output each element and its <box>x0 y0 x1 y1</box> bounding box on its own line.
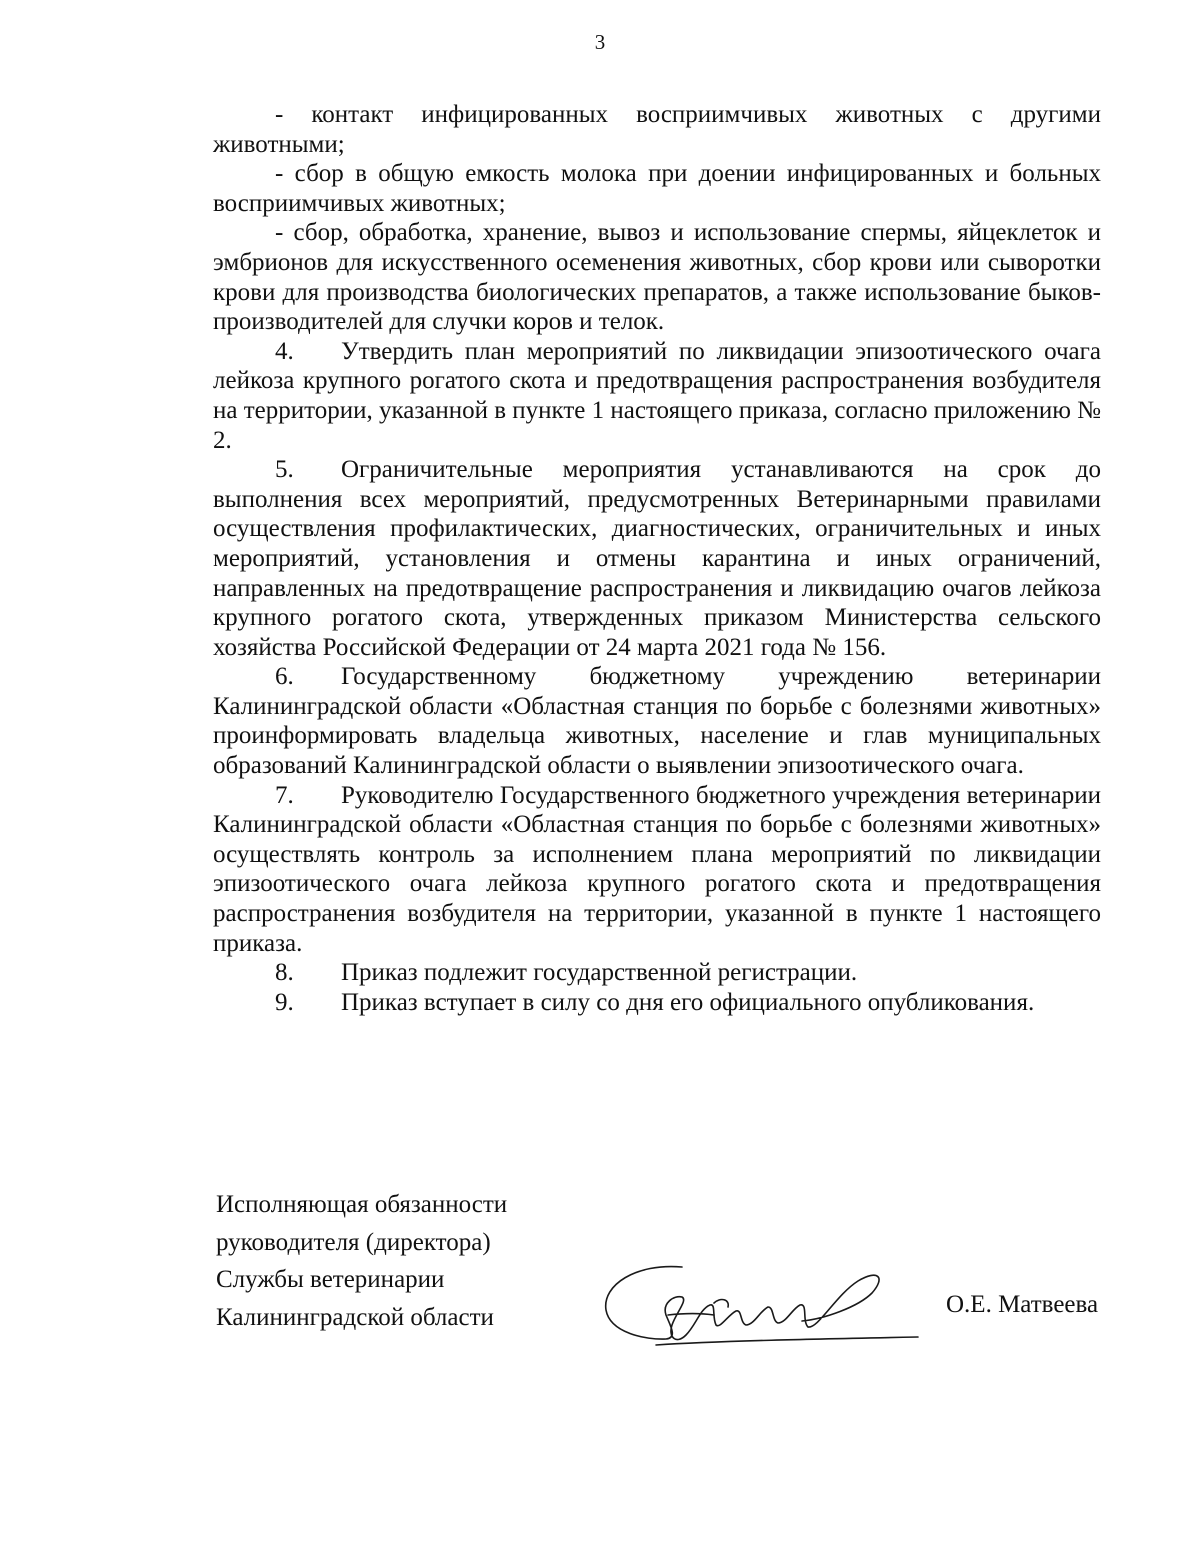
paragraph-number: 7. <box>275 781 294 809</box>
document-body <box>213 100 1101 1017</box>
paragraph-text: Государственному бюджетному учреждению ветеринарии Калининградской области «Областная станция по борьбе с болезнями животных» проинформировать владельца животных, население и глав муниципальных образований Калининградской области о выявлении эпизоотического очага. <box>213 663 1101 780</box>
paragraph-number: 4. <box>275 337 294 365</box>
signer-title-line: Службы ветеринарии <box>216 1266 445 1293</box>
signer-title-line: руководителя (директора) <box>216 1228 491 1256</box>
signer-title-line: Исполняющая обязанности <box>216 1191 508 1218</box>
paragraph-text: Руководителю Государственного бюджетного учреждения ветеринарии Калининградской области «Областная станция по борьбе с болезнями животных» осуществлять контроль за исполнением плана мероприятий по ликвидации эпизоотического очага лейкоза крупного рогатого скота и предотвращения распространения возбудителя на территории, указанной в пункте 1 настоящего приказа. <box>213 781 1101 957</box>
paragraph-text: Приказ подлежит государственной регистрации. <box>341 959 858 987</box>
paragraph-number: 8. <box>275 959 294 987</box>
list-item: - сбор в общую емкость молока при доении инфицированных и больных восприимчивых животных; <box>213 160 1101 217</box>
page-number: 3 <box>594 30 606 54</box>
numbered-paragraph-7 <box>213 781 1101 959</box>
numbered-paragraph-6 <box>213 662 1101 780</box>
paragraph-text: Приказ вступает в силу со дня его официального опубликования. <box>341 988 1035 1016</box>
handwritten-signature <box>596 1255 936 1365</box>
numbered-paragraph-4 <box>213 337 1101 455</box>
numbered-paragraph-8 <box>213 958 1101 988</box>
numbered-paragraph-5 <box>213 455 1101 662</box>
signer-title <box>216 1186 507 1336</box>
numbered-paragraph-9 <box>213 988 1101 1018</box>
paragraph-text: Ограничительные мероприятия устанавливаются на срок до выполнения всех мероприятий, предусмотренных Ветеринарными правилами осуществления профилактических, диагностических, ограничительных и иных мероприятий, установления и отмены карантина и иных ограничений, направленных на предотвращение распространения и ликвидацию очагов лейкоза крупного рогатого скота, утвержденных приказом Министерства сельского хозяйства Российской Федерации от 24 марта 2021 года № 156. <box>213 456 1101 661</box>
paragraph-text: Утвердить план мероприятий по ликвидации эпизоотического очага лейкоза крупного рогатого скота и предотвращения распространения возбудителя на территории, указанной в пункте 1 настоящего приказа, согласно приложению № 2. <box>213 337 1101 454</box>
paragraph-number: 9. <box>275 988 294 1016</box>
paragraph-number: 5. <box>275 456 294 484</box>
list-item: - контакт инфицированных восприимчивых животных с другими животными; <box>213 101 1101 158</box>
paragraph-number: 6. <box>275 663 294 691</box>
signer-title-line: Калининградской области <box>216 1303 494 1331</box>
list-item: - сбор, обработка, хранение, вывоз и использование спермы, яйцеклеток и эмбрионов для искусственного осеменения животных, сбор крови или сыворотки крови для производства биологических препаратов, а также использование быков-производителей для случки коров и телок. <box>213 219 1101 336</box>
signer-name: О.Е. Матвеева <box>946 1291 1099 1318</box>
